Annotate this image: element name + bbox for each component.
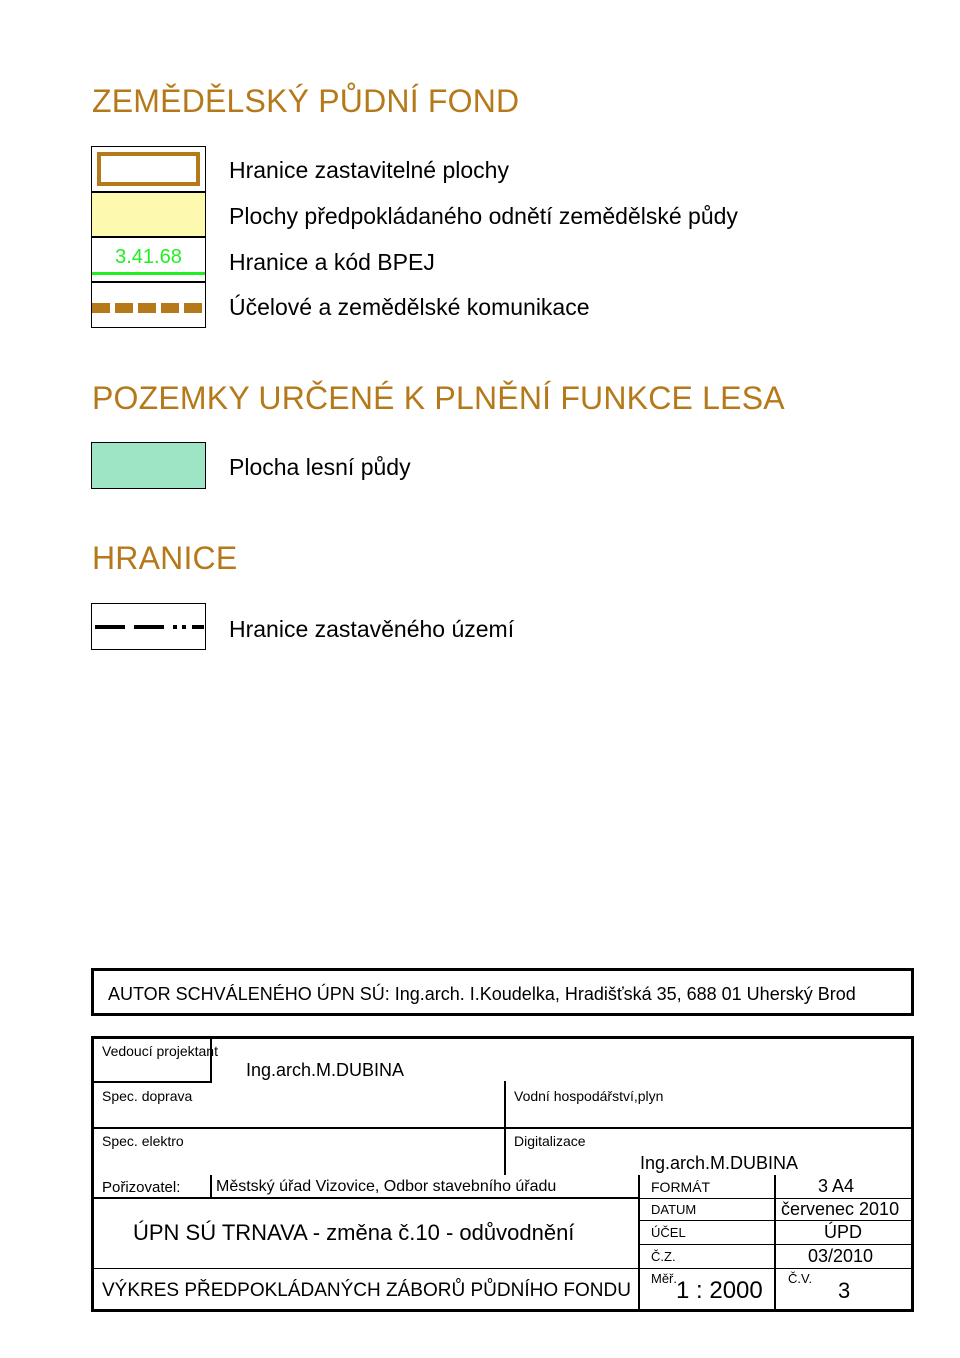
date-label: DATUM (651, 1202, 697, 1217)
legend-item-built-area-boundary: Hranice zastavěného území (229, 616, 515, 642)
legend-item-agri-removal: Plochy předpokládaného odnětí zemědělské půdy (229, 203, 738, 229)
procurer-label: Pořizovatel: (102, 1179, 181, 1196)
legend-item-forest-land: Plocha lesní půdy (229, 454, 411, 480)
procurer-value: Městský úřad Vizovice, Odbor stavebního úřadu (216, 1178, 557, 1195)
format-label: FORMÁT (651, 1179, 711, 1195)
legend-item-roads: Účelové a zemědělské komunikace (229, 294, 590, 320)
boundary-heading: HRANICE (92, 540, 238, 576)
bpej-symbol (91, 237, 206, 282)
change-number-value: 03/2010 (808, 1246, 874, 1266)
lead-designer-name: Ing.arch.M.DUBINA (246, 1060, 405, 1080)
legend-item-buildable-boundary: Hranice zastavitelné plochy (229, 157, 509, 183)
agri-removal-symbol (91, 192, 206, 237)
forest-land-symbol (91, 442, 206, 489)
built-area-boundary-symbol (91, 603, 206, 650)
digitalization-name: Ing.arch.M.DUBINA (640, 1153, 799, 1173)
water-gas-label: Vodní hospodářství,plyn (514, 1088, 664, 1104)
roads-symbol (91, 282, 206, 328)
scale-label: Měř. (651, 1271, 677, 1286)
drawing-number-value: 3 (838, 1278, 851, 1303)
drawing-number-label: Č.V. (788, 1271, 813, 1286)
author-text: AUTOR SCHVÁLENÉHO ÚPN SÚ: Ing.arch. I.Koudelka, Hradišťská 35, 688 01 Uherský Brod (108, 984, 856, 1004)
bpej-code: 3.41.68 (115, 246, 182, 268)
author-box (91, 968, 914, 1016)
date-value: červenec 2010 (781, 1199, 900, 1219)
spec-transport-label: Spec. doprava (102, 1088, 193, 1104)
legend-item-bpej: Hranice a kód BPEJ (229, 249, 435, 275)
purpose-value: ÚPD (824, 1222, 863, 1242)
change-number-label: Č.Z. (651, 1249, 676, 1264)
format-value: 3 A4 (818, 1176, 855, 1196)
digitalization-label: Digitalizace (514, 1133, 586, 1149)
drawing-title: VÝKRES PŘEDPOKLÁDANÝCH ZÁBORŮ PŮDNÍHO FONDU (102, 1280, 631, 1301)
project-title: ÚPN SÚ TRNAVA - změna č.10 - odůvodnění (133, 1220, 575, 1245)
spec-electro-label: Spec. elektro (102, 1133, 184, 1149)
buildable-boundary-symbol (91, 146, 206, 192)
scale-value: 1 : 2000 (676, 1277, 763, 1304)
purpose-label: ÚČEL (651, 1225, 686, 1240)
zpf-heading: ZEMĚDĚLSKÝ PŮDNÍ FOND (92, 83, 520, 119)
forest-heading: POZEMKY URČENÉ K PLNĚNÍ FUNKCE LESA (92, 380, 785, 416)
lead-designer-label: Vedoucí projektant (102, 1043, 218, 1059)
